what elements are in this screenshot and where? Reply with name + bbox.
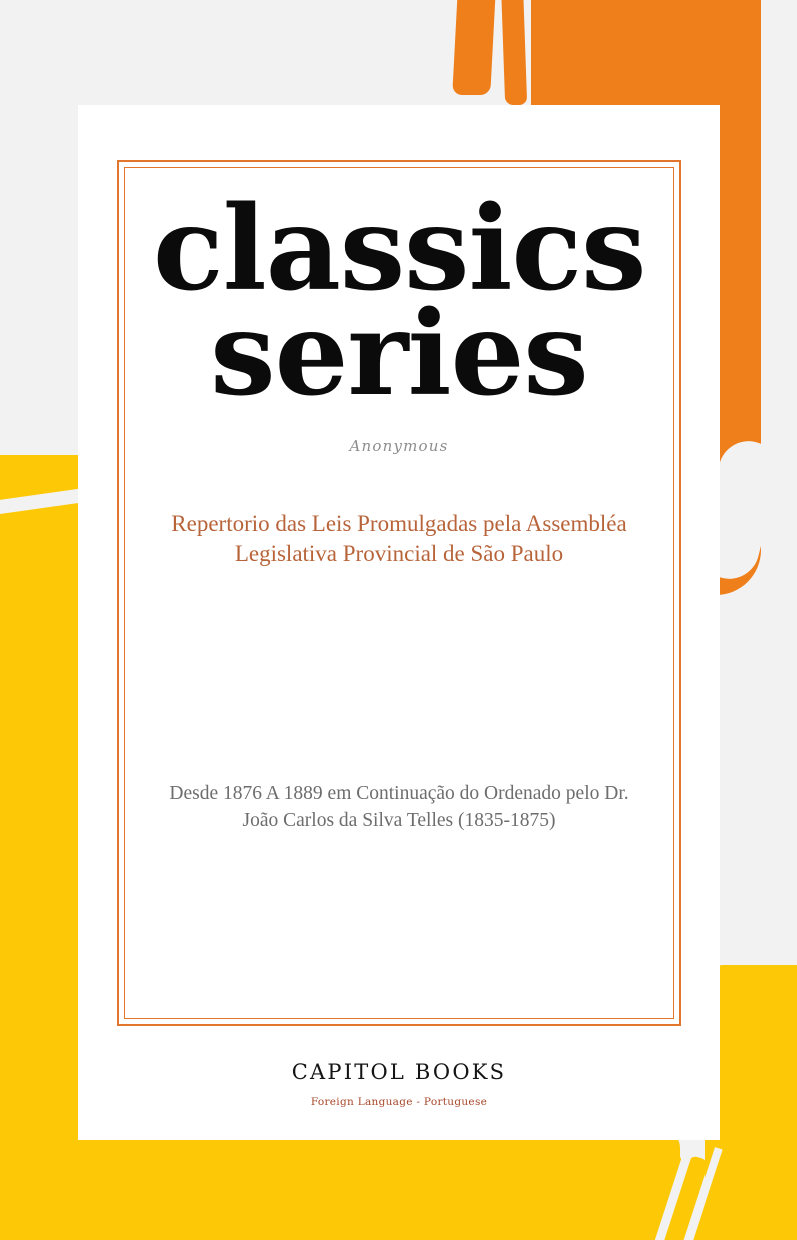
- series-title: [153, 181, 646, 423]
- book-title: Repertorio das Leis Promulgadas pela Assembléa Legislativa Provincial de São Paulo: [171, 510, 627, 567]
- orange-brush-stroke-icon: [452, 0, 496, 95]
- book-subtitle: Desde 1876 A 1889 em Continuação do Ordenado pelo Dr. João Carlos da Silva Telles (1835-1875): [169, 783, 629, 832]
- orange-brush-stroke-icon: [501, 0, 527, 105]
- series-title-line-2: series: [210, 286, 588, 423]
- book-cover: [78, 105, 720, 1140]
- cover-frame-outer: [117, 160, 681, 1026]
- author-name: Anonymous: [349, 436, 449, 455]
- cover-content: [119, 162, 679, 1024]
- category-label: Foreign Language - Portuguese: [310, 1096, 488, 1108]
- series-title-line-1: classics: [153, 181, 646, 317]
- yellow-band-bottom-icon: [0, 1128, 680, 1240]
- publisher-name: CAPITOL BOOKS: [291, 1060, 507, 1084]
